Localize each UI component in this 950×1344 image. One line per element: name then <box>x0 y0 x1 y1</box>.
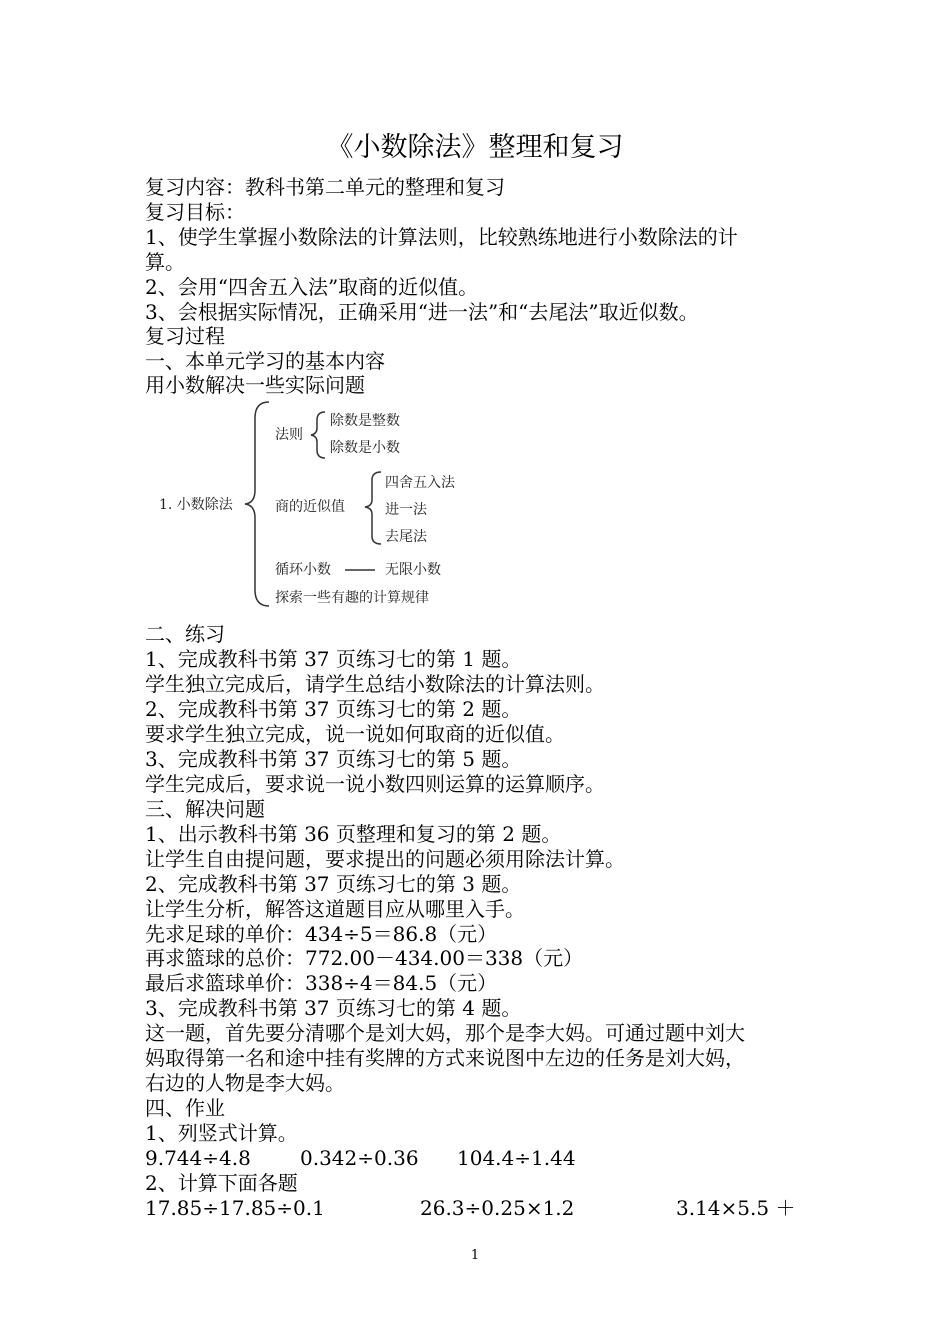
diagram-rule-item: 除数是小数 <box>330 440 400 456</box>
exercise-line: 3、完成教科书第 37 页练习七的第 5 题。 <box>145 747 522 771</box>
exercise-line: 学生独立完成后，请学生总结小数除法的计算法则。 <box>145 672 605 696</box>
problem-line: 妈取得第一名和途中挂有奖牌的方式来说图中左边的任务是刘大妈， <box>145 1046 745 1070</box>
calc-row-1 <box>145 1146 805 1171</box>
diagram-approx-label: 商的近似值 <box>275 499 345 515</box>
goal-3-line: 3、会根据实际情况，正确采用“进一法”和“去尾法”取近似数。 <box>145 300 699 324</box>
diagram-explore-label: 探索一些有趣的计算规律 <box>275 590 429 606</box>
diagram-root-label: 1. 小数除法 <box>159 497 233 513</box>
calc-expression: 3.14×5.5 ＋ <box>676 1196 796 1220</box>
goal-1-line: 1、使学生掌握小数除法的计算法则，比较熟练地进行小数除法的计 <box>145 225 738 249</box>
exercise-line: 1、完成教科书第 37 页练习七的第 1 题。 <box>145 647 522 671</box>
goal-2-line: 2、会用“四舍五入法”取商的近似值。 <box>145 275 479 299</box>
problem-line: 右边的人物是李大妈。 <box>145 1071 345 1095</box>
diagram-repeating-label: 循环小数 <box>275 562 331 578</box>
diagram-infinite-label: 无限小数 <box>385 562 441 578</box>
diagram-approx-item: 去尾法 <box>385 529 427 545</box>
calc-expression: 17.85÷17.85÷0.1 <box>145 1196 325 1220</box>
calc-expression: 9.744÷4.8 <box>145 1146 251 1170</box>
problem-line: 2、完成教科书第 37 页练习七的第 3 题。 <box>145 872 522 896</box>
document-title: 《小数除法》整理和复习 <box>326 132 624 163</box>
exercise-line: 要求学生独立完成，说一说如何取商的近似值。 <box>145 722 565 746</box>
diagram-rule-item: 除数是整数 <box>330 413 400 429</box>
knowledge-structure-diagram <box>145 398 475 616</box>
calc-expression: 26.3÷0.25×1.2 <box>420 1196 575 1220</box>
exercise-line: 2、完成教科书第 37 页练习七的第 2 题。 <box>145 697 522 721</box>
goal-1-continued-line: 算。 <box>145 250 185 274</box>
problem-line: 这一题，首先要分清哪个是刘大妈，那个是李大妈。可通过题中刘大 <box>145 1021 745 1045</box>
section-2-heading: 二、练习 <box>145 622 225 646</box>
review-process-heading: 复习过程 <box>145 324 225 348</box>
review-goal-heading: 复习目标： <box>145 200 245 224</box>
diagram-approx-item: 四舍五入法 <box>385 475 455 491</box>
calc-expression: 0.342÷0.36 <box>300 1146 419 1170</box>
section-1-heading: 一、本单元学习的基本内容 <box>145 349 385 373</box>
calculation-line: 再求篮球的总价：772.00－434.00＝338（元） <box>145 946 584 970</box>
diagram-rule-label: 法则 <box>275 427 303 443</box>
problem-line: 1、出示教科书第 36 页整理和复习的第 2 题。 <box>145 822 562 846</box>
homework-line: 1、列竖式计算。 <box>145 1121 298 1145</box>
calculation-line: 先求足球的单价：434÷5＝86.8（元） <box>145 922 498 946</box>
section-1-subtitle: 用小数解决一些实际问题 <box>145 373 365 397</box>
homework-line: 2、计算下面各题 <box>145 1171 298 1195</box>
page-number: 1 <box>470 1248 480 1263</box>
problem-line: 3、完成教科书第 37 页练习七的第 4 题。 <box>145 996 522 1020</box>
calc-row-2 <box>145 1196 805 1221</box>
problem-line: 让学生自由提问题，要求提出的问题必须用除法计算。 <box>145 847 625 871</box>
calculation-line: 最后求篮球单价：338÷4＝84.5（元） <box>145 971 498 995</box>
section-4-heading: 四、作业 <box>145 1096 225 1120</box>
review-content-line: 复习内容：教科书第二单元的整理和复习 <box>145 175 505 199</box>
diagram-approx-item: 进一法 <box>385 502 427 518</box>
exercise-line: 学生完成后，要求说一说小数四则运算的运算顺序。 <box>145 772 605 796</box>
section-3-heading: 三、解决问题 <box>145 797 265 821</box>
calc-expression: 104.4÷1.44 <box>457 1146 576 1170</box>
problem-line: 让学生分析，解答这道题目应从哪里入手。 <box>145 897 525 921</box>
